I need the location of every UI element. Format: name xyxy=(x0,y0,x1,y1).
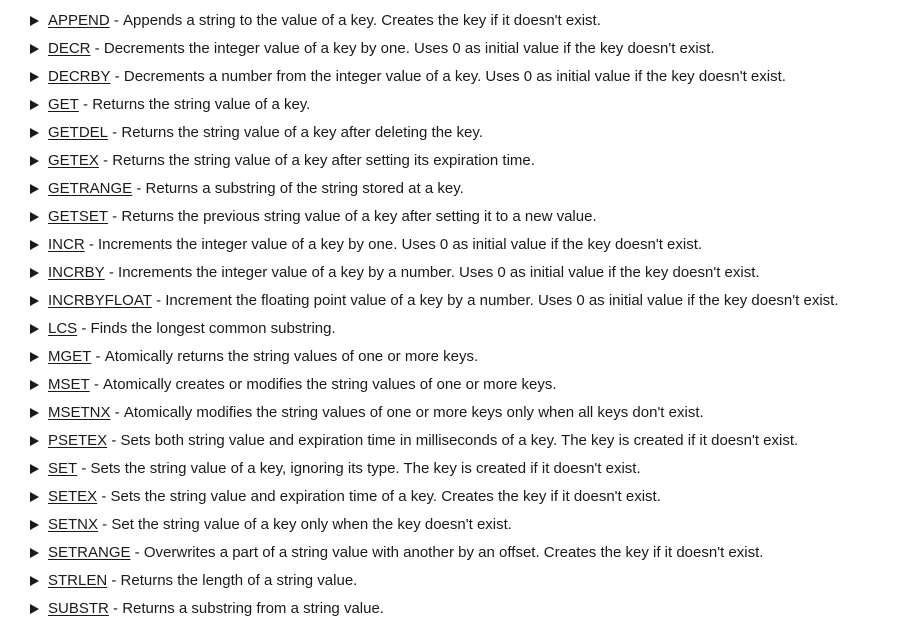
command-description: Sets both string value and expiration time in milliseconds of a key. The key is created if it doesn't exist. xyxy=(120,432,799,449)
list-item xyxy=(30,511,924,539)
disclosure-triangle-icon[interactable] xyxy=(30,184,39,194)
disclosure-triangle-icon[interactable] xyxy=(30,212,39,222)
command-link-incr[interactable]: INCR xyxy=(48,236,85,253)
command-link-substr[interactable]: SUBSTR xyxy=(48,600,109,617)
command-description: Returns the previous string value of a key after setting it to a new value. xyxy=(121,208,597,225)
disclosure-triangle-icon[interactable] xyxy=(30,268,39,278)
separator: - xyxy=(110,68,124,85)
command-link-incrbyfloat[interactable]: INCRBYFLOAT xyxy=(48,292,152,309)
separator: - xyxy=(107,432,121,449)
separator: - xyxy=(151,292,166,309)
separator: - xyxy=(90,40,104,57)
command-description: Atomically creates or modifies the string values of one or more keys. xyxy=(103,376,557,393)
command-description: Sets the string value and expiration time of a key. Creates the key if it doesn't exist. xyxy=(110,488,661,505)
disclosure-triangle-icon[interactable] xyxy=(30,100,39,110)
list-item xyxy=(30,7,924,35)
command-link-getrange[interactable]: GETRANGE xyxy=(48,180,133,197)
list-item xyxy=(30,259,924,287)
command-link-lcs[interactable]: LCS xyxy=(48,320,78,337)
command-description: Decrements the integer value of a key by one. Uses 0 as initial value if the key doesn't exist. xyxy=(103,40,715,57)
separator: - xyxy=(98,152,113,169)
disclosure-triangle-icon[interactable] xyxy=(30,156,39,166)
command-description: Set the string value of a key only when the key doesn't exist. xyxy=(111,516,512,533)
list-item xyxy=(30,147,924,175)
disclosure-triangle-icon[interactable] xyxy=(30,44,39,54)
separator: - xyxy=(78,96,93,113)
disclosure-triangle-icon[interactable] xyxy=(30,352,39,362)
disclosure-triangle-icon[interactable] xyxy=(30,436,39,446)
separator: - xyxy=(107,572,121,589)
separator: - xyxy=(91,348,105,365)
disclosure-triangle-icon[interactable] xyxy=(30,16,39,26)
command-description: Finds the longest common substring. xyxy=(90,320,336,337)
list-item xyxy=(30,287,924,315)
command-description: Increments the integer value of a key by a number. Uses 0 as initial value if the key doesn't exist. xyxy=(118,264,760,281)
command-description: Sets the string value of a key, ignoring its type. The key is created if it doesn't exist. xyxy=(90,460,641,477)
command-description: Appends a string to the value of a key. Creates the key if it doesn't exist. xyxy=(123,12,601,29)
list-item xyxy=(30,91,924,119)
list-item xyxy=(30,455,924,483)
disclosure-triangle-icon[interactable] xyxy=(30,492,39,502)
command-description: Atomically modifies the string values of one or more keys only when all keys don't exist. xyxy=(123,404,704,421)
command-description: Returns the string value of a key after setting its expiration time. xyxy=(112,152,535,169)
list-item xyxy=(30,567,924,595)
separator: - xyxy=(110,404,124,421)
command-link-incrby[interactable]: INCRBY xyxy=(48,264,105,281)
command-link-msetnx[interactable]: MSETNX xyxy=(48,404,111,421)
list-item xyxy=(30,175,924,203)
separator: - xyxy=(84,236,99,253)
command-link-decr[interactable]: DECR xyxy=(48,40,91,57)
command-description: Decrements a number from the integer value of a key. Uses 0 as initial value if the key doesn't exist. xyxy=(123,68,786,85)
list-item xyxy=(30,231,924,259)
list-item xyxy=(30,399,924,427)
separator: - xyxy=(108,208,122,225)
command-link-setex[interactable]: SETEX xyxy=(48,488,98,505)
separator: - xyxy=(109,12,124,29)
disclosure-triangle-icon[interactable] xyxy=(30,408,39,418)
command-link-mget[interactable]: MGET xyxy=(48,348,92,365)
command-link-getex[interactable]: GETEX xyxy=(48,152,99,169)
list-item xyxy=(30,63,924,91)
separator: - xyxy=(97,488,111,505)
command-description: Increment the floating point value of a key by a number. Uses 0 as initial value if the key doesn't exist. xyxy=(165,292,839,309)
separator: - xyxy=(108,124,122,141)
disclosure-triangle-icon[interactable] xyxy=(30,128,39,138)
command-link-getset[interactable]: GETSET xyxy=(48,208,109,225)
command-description: Returns the length of a string value. xyxy=(120,572,358,589)
list-item xyxy=(30,315,924,343)
command-link-set[interactable]: SET xyxy=(48,460,78,477)
separator: - xyxy=(132,180,146,197)
command-link-decrby[interactable]: DECRBY xyxy=(48,68,111,85)
list-item xyxy=(30,483,924,511)
command-link-strlen[interactable]: STRLEN xyxy=(48,572,108,589)
command-link-get[interactable]: GET xyxy=(48,96,79,113)
command-description: Returns a substring of the string stored at a key. xyxy=(145,180,464,197)
separator: - xyxy=(104,264,119,281)
separator: - xyxy=(98,516,112,533)
command-link-setrange[interactable]: SETRANGE xyxy=(48,544,131,561)
list-item xyxy=(30,371,924,399)
disclosure-triangle-icon[interactable] xyxy=(30,548,39,558)
list-item xyxy=(30,119,924,147)
disclosure-triangle-icon[interactable] xyxy=(30,240,39,250)
list-item xyxy=(30,427,924,455)
command-description: Overwrites a part of a string value with another by an offset. Creates the key if it doesn't exist. xyxy=(143,544,764,561)
list-item xyxy=(30,539,924,567)
command-description: Atomically returns the string values of one or more keys. xyxy=(104,348,479,365)
disclosure-triangle-icon[interactable] xyxy=(30,72,39,82)
command-link-getdel[interactable]: GETDEL xyxy=(48,124,109,141)
command-description: Returns the string value of a key. xyxy=(92,96,311,113)
command-link-mset[interactable]: MSET xyxy=(48,376,90,393)
separator: - xyxy=(77,460,91,477)
separator: - xyxy=(130,544,144,561)
list-item xyxy=(30,595,924,623)
disclosure-triangle-icon[interactable] xyxy=(30,604,39,614)
disclosure-triangle-icon[interactable] xyxy=(30,520,39,530)
disclosure-triangle-icon[interactable] xyxy=(30,380,39,390)
separator: - xyxy=(77,320,91,337)
disclosure-triangle-icon[interactable] xyxy=(30,296,39,306)
separator: - xyxy=(89,376,104,393)
list-item xyxy=(30,343,924,371)
disclosure-triangle-icon[interactable] xyxy=(30,576,39,586)
command-description: Returns the string value of a key after deleting the key. xyxy=(121,124,483,141)
command-description: Increments the integer value of a key by one. Uses 0 as initial value if the key doesn't exist. xyxy=(98,236,703,253)
disclosure-triangle-icon[interactable] xyxy=(30,324,39,334)
list-item xyxy=(30,203,924,231)
command-description: Returns a substring from a string value. xyxy=(122,600,384,617)
command-link-append[interactable]: APPEND xyxy=(48,12,110,29)
command-link-setnx[interactable]: SETNX xyxy=(48,516,99,533)
list-item xyxy=(30,35,924,63)
command-link-psetex[interactable]: PSETEX xyxy=(48,432,108,449)
separator: - xyxy=(108,600,123,617)
disclosure-triangle-icon[interactable] xyxy=(30,464,39,474)
